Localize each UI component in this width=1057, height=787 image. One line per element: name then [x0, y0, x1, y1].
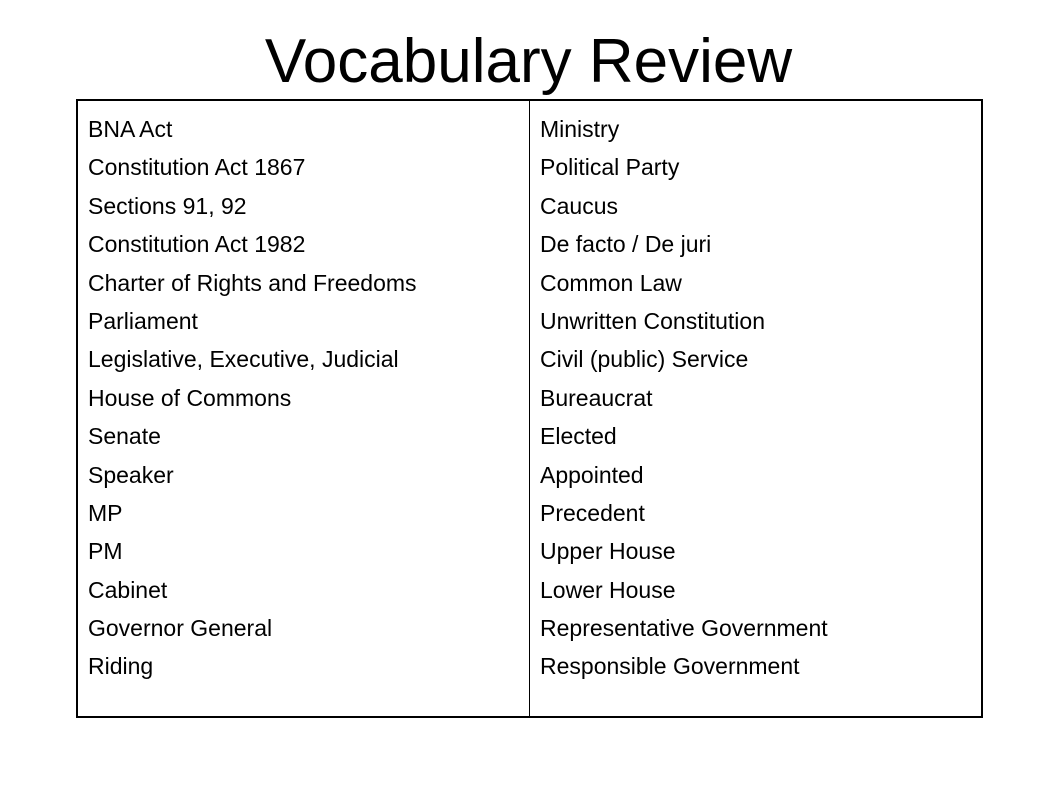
vocab-term: Parliament: [88, 307, 198, 334]
vocab-term: MP: [88, 499, 123, 526]
vocab-term: Appointed: [540, 461, 644, 488]
term-list-left: [88, 110, 529, 686]
vocab-term: Bureaucrat: [540, 384, 653, 411]
vocabulary-table: [76, 99, 983, 718]
vocab-term: Charter of Rights and Freedoms: [88, 269, 417, 296]
vocab-term: Governor General: [88, 615, 273, 642]
vocab-term: Constitution Act 1982: [88, 231, 306, 258]
slide-title: Vocabulary Review: [264, 27, 793, 96]
vocab-term: BNA Act: [88, 116, 173, 142]
vocab-term: Unwritten Constitution: [540, 307, 765, 334]
vocab-term: Political Party: [540, 154, 680, 181]
vocab-term: Caucus: [540, 192, 618, 219]
left-column: [78, 101, 530, 716]
vocab-term: Common Law: [540, 269, 682, 296]
vocab-term: Precedent: [540, 499, 645, 526]
vocab-term: Lower House: [540, 576, 676, 603]
vocab-term: Constitution Act 1867: [88, 154, 306, 181]
vocab-term: Ministry: [540, 116, 620, 142]
vocab-term: Upper House: [540, 538, 676, 565]
vocab-term: Senate: [88, 423, 161, 450]
vocab-term: PM: [88, 538, 123, 565]
vocab-term: Sections 91, 92: [88, 192, 247, 219]
vocab-term: Cabinet: [88, 576, 168, 603]
vocab-term: Legislative, Executive, Judicial: [88, 346, 399, 373]
vocab-term: Representative Government: [540, 615, 828, 642]
vocab-term: Elected: [540, 423, 617, 450]
vocab-term: House of Commons: [88, 384, 292, 411]
vocab-term: Civil (public) Service: [540, 346, 749, 373]
vocab-term: Riding: [88, 653, 154, 680]
vocab-term: Speaker: [88, 461, 174, 488]
vocab-term: Responsible Government: [540, 653, 800, 680]
term-list-right: [540, 110, 981, 686]
right-column: [530, 101, 981, 716]
vocab-term: De facto / De juri: [540, 231, 712, 258]
